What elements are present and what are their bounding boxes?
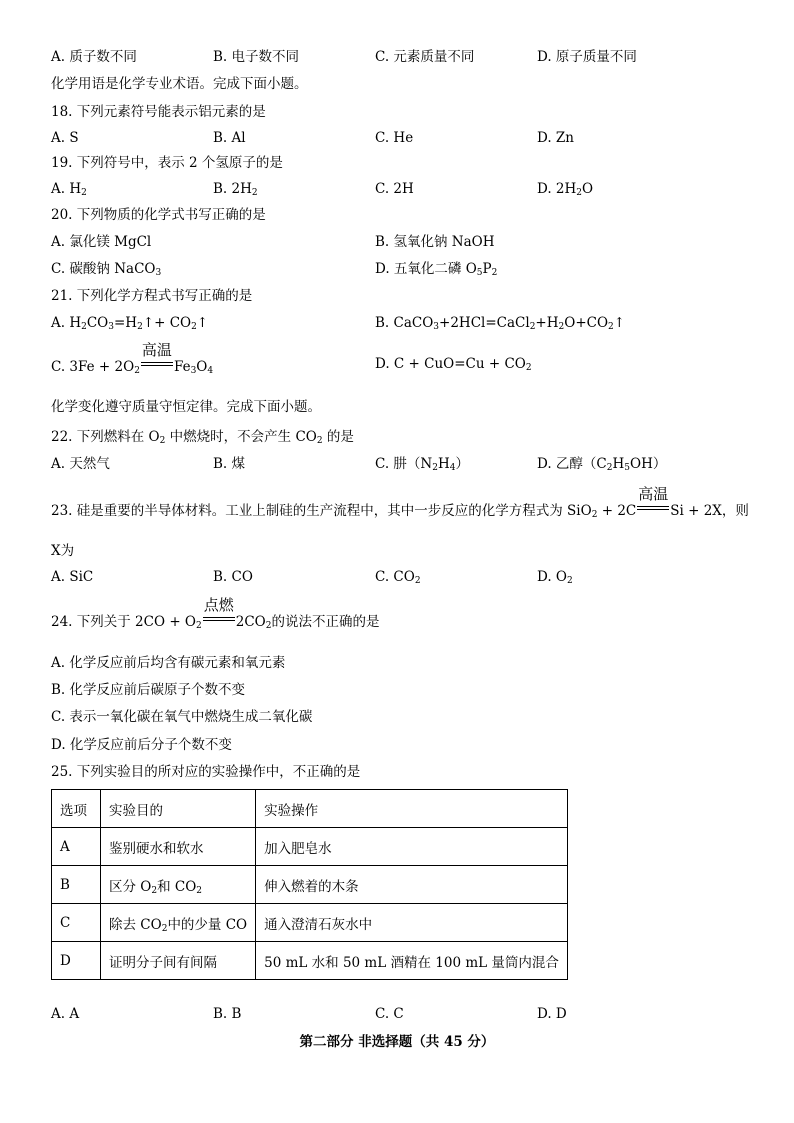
q23-option-d: D. $O_2$ (537, 569, 573, 586)
table-cell-option: D (52, 942, 101, 980)
table-cell-option: B (52, 866, 101, 904)
q22-option-b: B. 煤 (213, 456, 246, 472)
q21-stem: 21. 下列化学方程式书写正确的是 (51, 288, 253, 304)
q18-option-c: C. He (375, 130, 414, 146)
table-cell-aim: 除去 $CO_2$中的少量 CO (101, 904, 256, 942)
q20-option-c: C. 碳酸钠 NaCO$_3$ (51, 261, 162, 278)
q21-option-b: B. $CaCO_3+2HCl=CaCl_2+H_2O+CO_2↑$ (375, 315, 626, 332)
q19-option-a: A. $H_2$ (51, 181, 87, 198)
table-header: 实验操作 (256, 790, 568, 828)
table-header: 实验目的 (101, 790, 256, 828)
q22-option-c: C. 肼$(N_2H_4)$ (375, 456, 469, 473)
table-row (52, 904, 568, 942)
q22-stem: 22. 下列燃料在 $O_2$ 中燃烧时，不会产生 $CO_2$ 的是 (51, 429, 354, 446)
q19-option-d: D. $2H_2O$ (537, 181, 594, 198)
q22-option-a: A. 天然气 (51, 456, 110, 472)
q19-stem: 19. 下列符号中，表示 2 个氢原子的是 (51, 155, 283, 171)
reaction-condition-arrow: 点燃 (203, 610, 235, 626)
table-row (52, 866, 568, 904)
q24-option-c: C. 表示一氧化碳在氧气中燃烧生成二氧化碳 (51, 709, 313, 725)
table-cell-aim: 证明分子间有间隔 (101, 942, 256, 980)
table-header-row (52, 790, 568, 828)
q17-option-d: D. 原子质量不同 (537, 49, 637, 65)
group2-intro: 化学变化遵守质量守恒定律。完成下面小题。 (51, 399, 321, 415)
q19-option-c: C. 2H (375, 181, 414, 197)
q25-option-a: A. A (51, 1006, 80, 1022)
q23-option-a: A. SiC (51, 569, 94, 585)
q22-option-d: D. 乙醇$(C_2H_5OH)$ (537, 456, 667, 473)
q18-option-b: B. Al (213, 130, 246, 146)
q17-option-c: C. 元素质量不同 (375, 49, 475, 65)
q23-option-b: B. CO (213, 569, 253, 585)
q18-option-d: D. Zn (537, 130, 574, 146)
table-cell-operation: 50 mL 水和 50 mL 酒精在 100 mL 量筒内混合 (256, 942, 568, 980)
q25-option-d: D. D (537, 1006, 567, 1022)
table-cell-option: A (52, 828, 101, 866)
q24-option-d: D. 化学反应前后分子个数不变 (51, 737, 232, 753)
table-cell-option: C (52, 904, 101, 942)
group1-intro: 化学用语是化学专业术语。完成下面小题。 (51, 76, 308, 92)
q19-option-b: B. $2H_2$ (213, 181, 258, 198)
table-cell-operation: 伸入燃着的木条 (256, 866, 568, 904)
q17-option-b: B. 电子数不同 (213, 49, 300, 65)
part2-title: 第二部分 非选择题（共 45 分） (299, 1034, 495, 1050)
q20-option-a: A. 氯化镁 MgCl (51, 234, 152, 250)
q17-option-a: A. 质子数不同 (51, 49, 137, 65)
table-cell-operation: 加入肥皂水 (256, 828, 568, 866)
q20-stem: 20. 下列物质的化学式书写正确的是 (51, 207, 266, 223)
q24-option-a: A. 化学反应前后均含有碳元素和氧元素 (51, 655, 286, 671)
q21-option-a: A. $H_2CO_3=H_2↑+$ $CO_2↑$ (51, 315, 209, 332)
table-cell-aim: 鉴别硬水和软水 (101, 828, 256, 866)
q23-option-c: C. $CO_2$ (375, 569, 421, 586)
q20-option-d: D. 五氧化二磷 $O_5P_2$ (375, 261, 498, 278)
table-cell-operation: 通入澄清石灰水中 (256, 904, 568, 942)
q23-stem-line2: X为 (51, 543, 75, 559)
q20-option-b: B. 氢氧化钠 NaOH (375, 234, 495, 250)
q24-stem: 24. 下列关于 $2CO + O_2$ 点燃 $2CO_2$的说法不正确的是 (51, 596, 380, 631)
q23-stem: 23. 硅是重要的半导体材料。工业上制硅的生产流程中，其中一步反应的化学方程式为 SiO$_2$ + 2C 高温 Si + 2X，则 (51, 485, 749, 520)
q21-option-d: D. $C + CuO=Cu + CO_2$ (375, 356, 532, 373)
q18-option-a: A. S (51, 130, 79, 146)
experiment-table (51, 789, 568, 980)
q25-stem: 25. 下列实验目的所对应的实验操作中，不正确的是 (51, 764, 361, 780)
q21-option-c: C. $3Fe + 2O_2$ 高温 $Fe_3O_4$ (51, 341, 214, 376)
table-row (52, 828, 568, 866)
reaction-condition-arrow: 高温 (141, 355, 173, 371)
q25-option-c: C. C (375, 1006, 404, 1022)
table-cell-aim: 区分 $O_2$和 $CO_2$ (101, 866, 256, 904)
q18-stem: 18. 下列元素符号能表示铝元素的是 (51, 104, 266, 120)
q25-option-b: B. B (213, 1006, 242, 1022)
table-row (52, 942, 568, 980)
q24-option-b: B. 化学反应前后碳原子个数不变 (51, 682, 246, 698)
reaction-condition-arrow: 高温 (637, 499, 669, 515)
table-header: 选项 (52, 790, 101, 828)
